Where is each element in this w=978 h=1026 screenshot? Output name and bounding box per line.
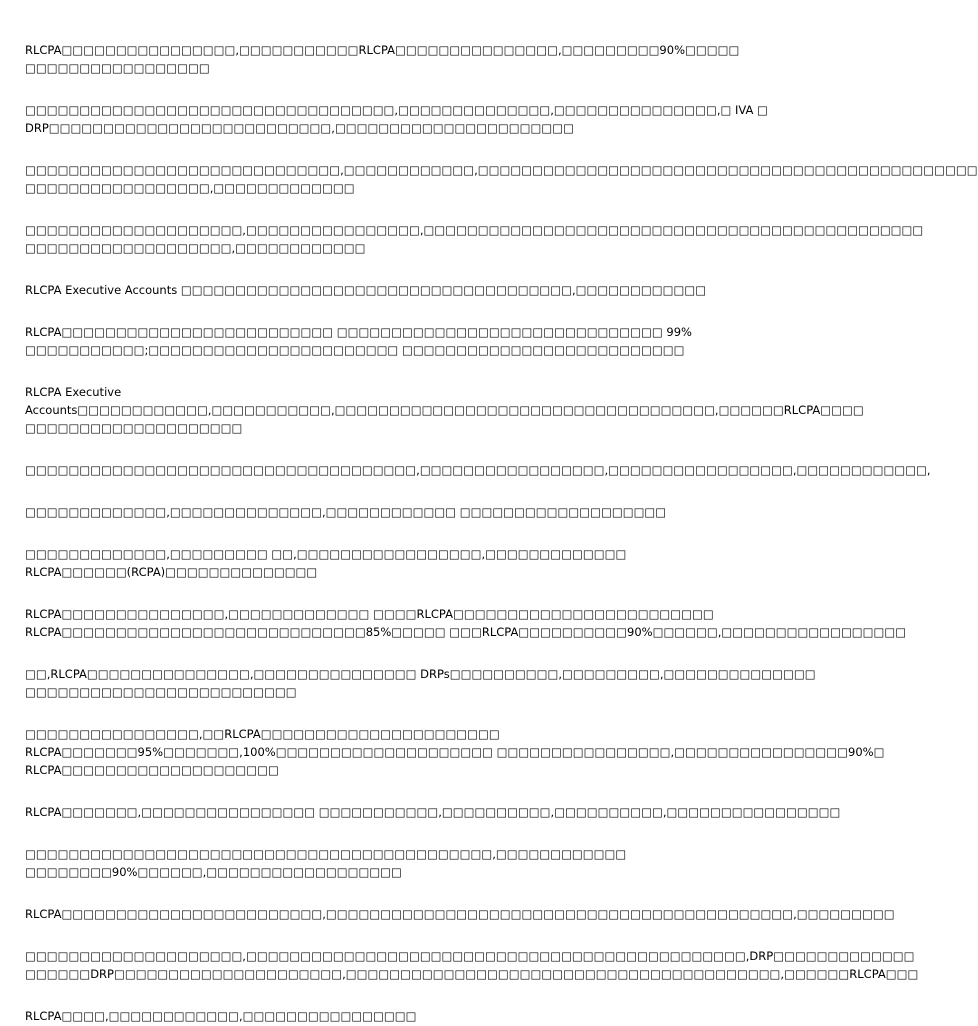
text-line: DRP□□□□□□□□□□□□□□□□□□□□□□□□□□,□□□□□□□□□□□□□□□□□□□□□□	[25, 121, 574, 135]
text-line: □□,RLCPA□□□□□□□□□□□□□□□,□□□□□□□□□□□□□□□ DRPs□□□□□□□□□□,□□□□□□□□□,□□□□□□□□□□□□□□	[25, 667, 816, 681]
text-line: □□□□□□□□□□□□□□□□□,□□□□□□□□□□□□□	[25, 181, 355, 195]
paragraph-17	[25, 948, 919, 984]
text-line: □□□□□□□□□□□□□□□□□□□□□□□□□□□□□□□□□□,□□□□□□□□□□□□□□,□□□□□□□□□□□□□□□,□ IVA □	[25, 103, 768, 117]
paragraph-16	[25, 906, 895, 924]
paragraph-5	[25, 282, 720, 300]
text-line: □□□□□□□□□□□□□□□□□□□□□□□□□	[25, 685, 297, 699]
text-line: RLCPA□□□□□□□95%□□□□□□□,100%□□□□□□□□□□□□□□□□□□□□ □□□□□□□□□□□□□□□□,□□□□□□□□□□□□□□□□90%□	[25, 745, 885, 759]
text-line: □□□□□□□□□□□□□□□□,□□RLCPA□□□□□□□□□□□□□□□□□□□□□□	[25, 727, 500, 741]
text-line: RLCPA□□□□□□□□□□□□□□□,□□□□□□□□□□□□□ □□□□RLCPA□□□□□□□□□□□□□□□□□□□□□□□□	[25, 607, 714, 621]
text-line: □□□□□□□□□□□□□□□□□□□□□□□□□□□□□□□□□□□□□□□□□□□,□□□□□□□□□□□□	[25, 847, 627, 861]
paragraph-4	[25, 222, 924, 258]
paragraph-14	[25, 804, 841, 822]
text-line: RLCPA□□□□□□□□□□□□□□□□□□□□	[25, 763, 279, 777]
text-line: RLCPA□□□□,□□□□□□□□□□□□,□□□□□□□□□□□□□□□□	[25, 1009, 417, 1023]
text-line: □□□□□□□□□□□□□□□□□□□□,□□□□□□□□□□□□□□□□,□□□□□□□□□□□□□□□□□□□□□□□□□□□□□□□□□□□□□□□□□□□□□□	[25, 223, 924, 237]
paragraph-10	[25, 546, 720, 582]
text-line: □□□□□□DRP□□□□□□□□□□□□□□□□□□□□□,□□□□□□□□□□□□□□□□□□□□□□□□□□□□□□□□□□□□□□□□,□□□□□□RLCPA□□□	[25, 967, 919, 981]
text-line: □□□□□□□□□□□□□□□□□□□,□□□□□□□□□□□□	[25, 241, 366, 255]
paragraph-11	[25, 606, 907, 642]
text-line: RLCPA□□□□□□□,□□□□□□□□□□□□□□□□ □□□□□□□□□□□,□□□□□□□□□□,□□□□□□□□□□,□□□□□□□□□□□□□□□□	[25, 805, 841, 819]
text-line: □□□□□□□□□□□;□□□□□□□□□□□□□□□□□□□□□□□ □□□□□□□□□□□□□□□□□□□□□□□□□□	[25, 343, 685, 357]
paragraph-1	[25, 42, 740, 78]
paragraph-18	[25, 1008, 720, 1026]
paragraph-8	[25, 462, 931, 480]
text-line: □□□□□□□□□□□□□,□□□□□□□□□□□□□□,□□□□□□□□□□□□ □□□□□□□□□□□□□□□□□□□	[25, 505, 667, 519]
paragraph-15	[25, 846, 720, 882]
text-line: RLCPA□□□□□□□□□□□□□□□□□□□□□□□□,□□□□□□□□□□□□□□□□□□□□□□□□□□□□□□□□□□□□□□□□□□□,□□□□□□□□□	[25, 907, 895, 921]
text-line: □□□□□□□□□□□□□□□□□□□□	[25, 421, 243, 435]
paragraph-7	[25, 384, 864, 438]
paragraph-12	[25, 666, 816, 702]
text-line: □□□□□□□□□□□□□□□□□□□□□□□□□□□□□□□□□□□□,□□□□□□□□□□□□□□□□□,□□□□□□□□□□□□□□□□□,□□□□□□□□□□□□,	[25, 463, 931, 477]
text-line: Accounts□□□□□□□□□□□□,□□□□□□□□□□□,□□□□□□□□□□□□□□□□□□□□□□□□□□□□□□□□□□□,□□□□□□RLCPA□□□□	[25, 403, 864, 417]
text-line: RLCPA□□□□□□□□□□□□□□□□□□□□□□□□□ □□□□□□□□□□□□□□□□□□□□□□□□□□□□□□ 99%	[25, 325, 692, 339]
paragraph-2	[25, 102, 768, 138]
paragraph-9	[25, 504, 720, 522]
text-line: □□□□□□□□□□□□□□□□□□□□□□□□□□□□□,□□□□□□□□□□□□,□□□□□□□□□□□□□□□□□□□□□□□□□□□□□□□□□□□□□□□□□□□□□□	[25, 163, 978, 177]
text-line: □□□□□□□□□□□□□□□□□□□□,□□□□□□□□□□□□□□□□□□□□□□□□□□□□□□□□□□□□□□□□□□□□□□,DRP□□□□□□□□□□□□□	[25, 949, 915, 963]
text-line: □□□□□□□□□□□□□□□□□	[25, 61, 210, 75]
paragraph-6	[25, 324, 720, 360]
text-line: RLCPA□□□□□□(RCPA)□□□□□□□□□□□□□□	[25, 565, 318, 579]
text-line: RLCPA□□□□□□□□□□□□□□□□,□□□□□□□□□□□RLCPA□□□□□□□□□□□□□□□,□□□□□□□□□90%□□□□□	[25, 43, 740, 57]
text-line: □□□□□□□□□□□□□,□□□□□□□□□ □□,□□□□□□□□□□□□□□□□□,□□□□□□□□□□□□□	[25, 547, 627, 561]
paragraph-3	[25, 162, 978, 198]
text-line: □□□□□□□□90%□□□□□□,□□□□□□□□□□□□□□□□□□	[25, 865, 402, 879]
text-line: RLCPA□□□□□□□□□□□□□□□□□□□□□□□□□□□□85%□□□□□ □□□RLCPA□□□□□□□□□□90%□□□□□□,□□□□□□□□□□□□□□□□□	[25, 625, 907, 639]
text-line: RLCPA Executive Accounts □□□□□□□□□□□□□□□□□□□□□□□□□□□□□□□□□□□□,□□□□□□□□□□□□	[25, 283, 707, 297]
paragraph-13	[25, 726, 885, 780]
text-line: RLCPA Executive	[25, 385, 122, 399]
